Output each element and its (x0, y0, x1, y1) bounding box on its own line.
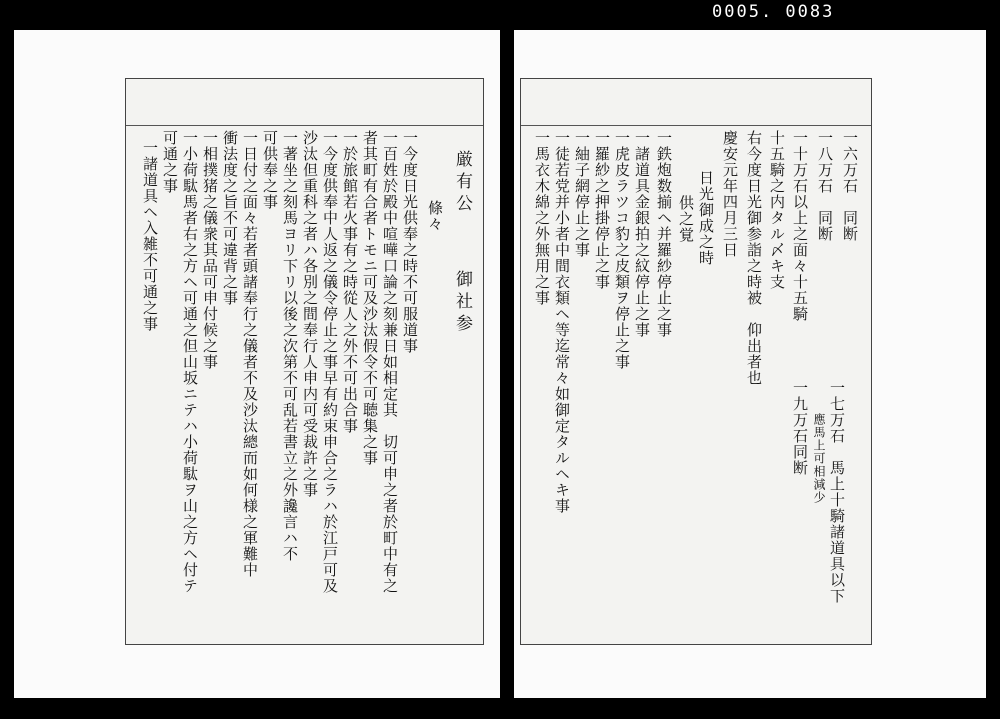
text-column: 一小荷駄馬者右之方ヘ可通之但山坂ニテハ小荷駄ヲ山之方ヘ付テ (181, 130, 199, 594)
text-column: 一日付之面々若者頭諸奉行之儀者不及沙汰總而如何様之軍難中 (241, 130, 259, 578)
text-column-note: 應馬上可相減少 (812, 400, 826, 504)
text-column: 一六万石 同断 (841, 130, 859, 242)
text-column: 沙汰但重科之者ハ各別之間奉行人申内可受裁許之事 (301, 130, 319, 498)
text-column: 一於旅館若火事有之時從人之外不可出合事 (341, 130, 359, 434)
text-column: 一今度供奉中人返之儀令停止之事早有約束申合之ラハ於江戸可及 (321, 130, 339, 594)
frame-number: 0005. 0083 (712, 2, 835, 22)
text-column: 一今度日光供奉之時不可服道事 (401, 130, 419, 354)
text-column: 右今度日光御参詣之時被 仰出者也 (745, 130, 763, 386)
text-column: 衝法度之旨不可違背之事 (221, 130, 239, 306)
text-column: 一八万石 同断 (816, 130, 834, 242)
text-column: 一相撲猪之儀衆其品可申付候之事 (201, 130, 219, 370)
text-column: 一百姓於殿中喧嘩口論之刻兼日如相定其 切可申之者於町中有之 (381, 130, 399, 594)
document-title: 厳有公 (452, 150, 472, 216)
document-subtitle: 御社参 (452, 270, 472, 336)
text-column: 一九万石同断 (791, 380, 809, 476)
text-column: 一十万石以上之面々十五騎 (791, 130, 809, 322)
text-column: 一羅紗之押掛停止之事 (593, 130, 611, 290)
text-column: 一鉄炮数揃ヘ并羅紗停止之事 (655, 130, 673, 338)
text-column: 供之覚 (677, 195, 695, 243)
text-column: 十五騎之内タル〆キ支 (768, 130, 786, 290)
text-column: 日光御成之時 (697, 170, 715, 266)
top-rule (126, 125, 483, 126)
text-column: 一諸道具金銀拍之紋停止之事 (633, 130, 651, 338)
text-column: 一諸道具ヘ入雑不可通之事 (141, 140, 159, 332)
text-column: 一虎皮ラツコ豹之皮類ヲ停止之事 (613, 130, 631, 370)
text-column: 一馬衣木綿之外無用之事 (533, 130, 551, 306)
text-column: 一紬子網停止之事 (573, 130, 591, 258)
text-column: 可通之事 (161, 130, 179, 194)
top-rule (521, 125, 871, 126)
text-column: 一著坐之刻馬ヨリ下リ以後之次第不可乱若書立之外讒言ハ不 (281, 130, 299, 562)
text-column: 一徒若党并小者中間衣類ヘ等迄常々如御定タルヘキ事 (553, 130, 571, 514)
text-column: 一七万石 馬上十騎諸道具以下 (828, 380, 846, 604)
section-heading: 條々 (426, 200, 444, 232)
text-column: 者其町有合者トモニ可及沙汰假令不可聴集之事 (361, 130, 379, 466)
text-column: 可供奉之事 (261, 130, 279, 210)
text-column: 慶安元年四月三日 (721, 130, 739, 258)
